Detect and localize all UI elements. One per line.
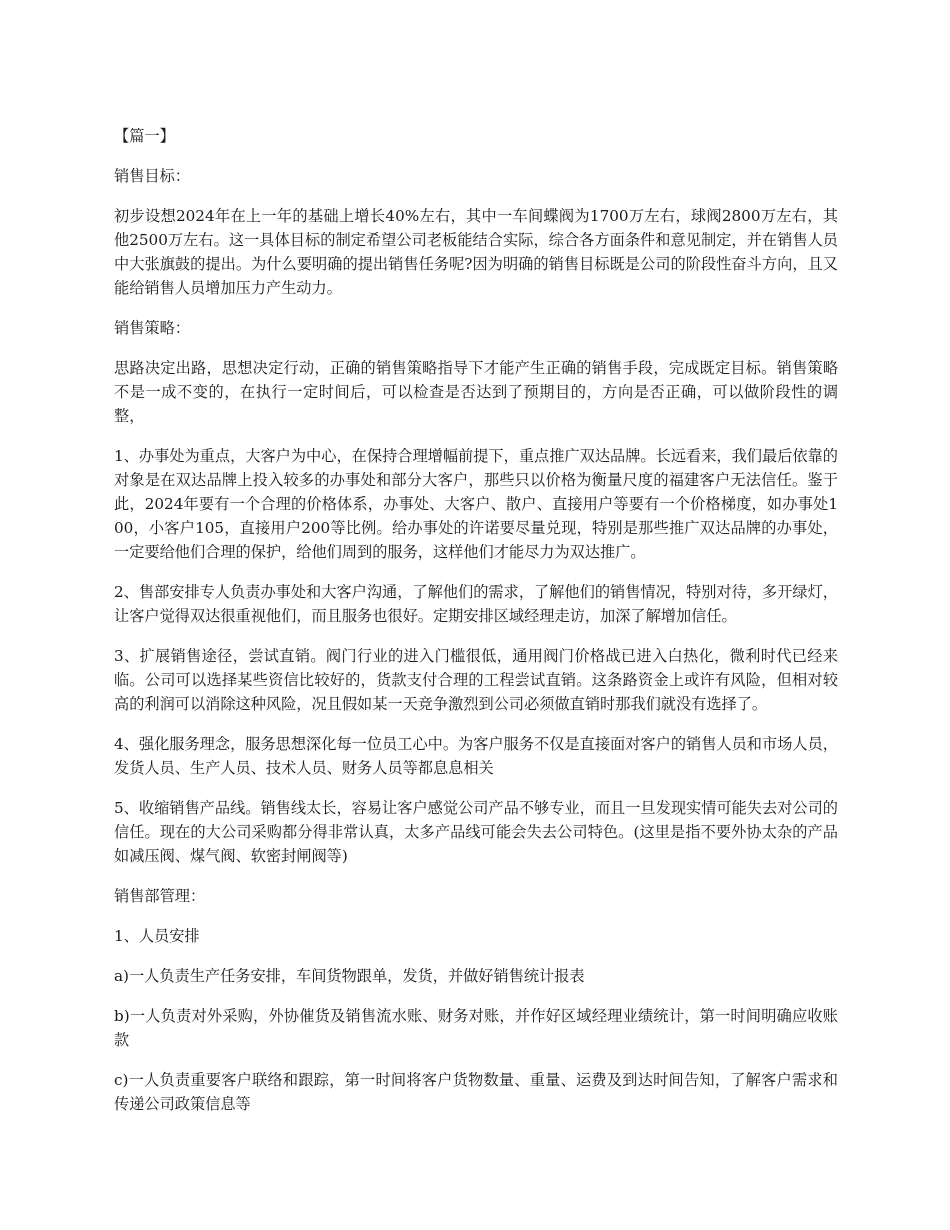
staff-item-b: b)一人负责对外采购，外协催货及销售流水账、财务对账，并作好区域经理业绩统计，第一时间明确应收账款 bbox=[114, 1007, 838, 1049]
section-title: 【篇一】 bbox=[114, 127, 175, 145]
paragraph-sales-goal: 初步设想2024年在上一年的基础上增长40%左右，其中一车间蝶阀为1700万左右，球阀2800万左右，其他2500万左右。这一具体目标的制定希望公司老板能结合实际，综合各方面条件和意见制定，并在销售人员中大张旗鼓的提出。为什么要明确的提出销售任务呢?因为明确的销售目标既是公司的阶段性奋斗方向，且又能给销售人员增加压力产生动力。 bbox=[114, 207, 838, 297]
staff-item-a: a)一人负责生产任务安排，车间货物跟单，发货，并做好销售统计报表 bbox=[114, 967, 585, 985]
heading-staff-arrangement: 1、人员安排 bbox=[114, 927, 200, 945]
strategy-item-5: 5、收缩销售产品线。销售线太长，容易让客户感觉公司产品不够专业，而且一旦发现实情可能失去对公司的信任。现在的大公司采购都分得非常认真，太多产品线可能会失去公司特色。(这里是指不要外协太杂的产品如减压阀、煤气阀、软密封闸阀等) bbox=[114, 799, 838, 865]
strategy-item-4: 4、强化服务理念，服务思想深化每一位员工心中。为客户服务不仅是直接面对客户的销售人员和市场人员，发货人员、生产人员、技术人员、财务人员等都息息相关 bbox=[114, 735, 838, 777]
staff-item-c: c)一人负责重要客户联络和跟踪，第一时间将客户货物数量、重量、运费及到达时间告知，了解客户需求和传递公司政策信息等 bbox=[114, 1071, 838, 1113]
strategy-item-3: 3、扩展销售途径，尝试直销。阀门行业的进入门槛很低，通用阀门价格战已进入白热化，微利时代已经来临。公司可以选择某些资信比较好的，货款支付合理的工程尝试直销。这条路资金上或许有风险，但相对较高的利润可以消除这种风险，况且假如某一天竞争激烈到公司必须做直销时那我们就没有选择了。 bbox=[114, 647, 838, 713]
strategy-item-1: 1、办事处为重点，大客户为中心，在保持合理增幅前提下，重点推广双达品牌。长远看来，我们最后依靠的对象是在双达品牌上投入较多的办事处和部分大客户，那些只以价格为衡量尺度的福建客户无法信任。鉴于此，2024年要有一个合理的价格体系，办事处、大客户、散户、直接用户等要有一个价格梯度，如办事处100，小客户105，直接用户200等比例。给办事处的许诺要尽量兑现，特别是那些推广双达品牌的办事处，一定要给他们合理的保护，给他们周到的服务，这样他们才能尽力为双达推广。 bbox=[114, 447, 838, 561]
strategy-item-2: 2、售部安排专人负责办事处和大客户沟通，了解他们的需求，了解他们的销售情况，特别对待，多开绿灯，让客户觉得双达很重视他们，而且服务也很好。定期安排区域经理走访，加深了解增加信任。 bbox=[114, 583, 838, 625]
paragraph-sales-strategy: 思路决定出路，思想决定行动，正确的销售策略指导下才能产生正确的销售手段，完成既定目标。销售策略不是一成不变的，在执行一定时间后，可以检查是否达到了预期目的，方向是否正确，可以做阶段性的调整， bbox=[114, 359, 838, 425]
heading-sales-management: 销售部管理： bbox=[114, 887, 206, 905]
heading-sales-strategy: 销售策略： bbox=[114, 319, 190, 337]
document-body bbox=[114, 124, 838, 1132]
heading-sales-goal: 销售目标： bbox=[114, 167, 190, 185]
